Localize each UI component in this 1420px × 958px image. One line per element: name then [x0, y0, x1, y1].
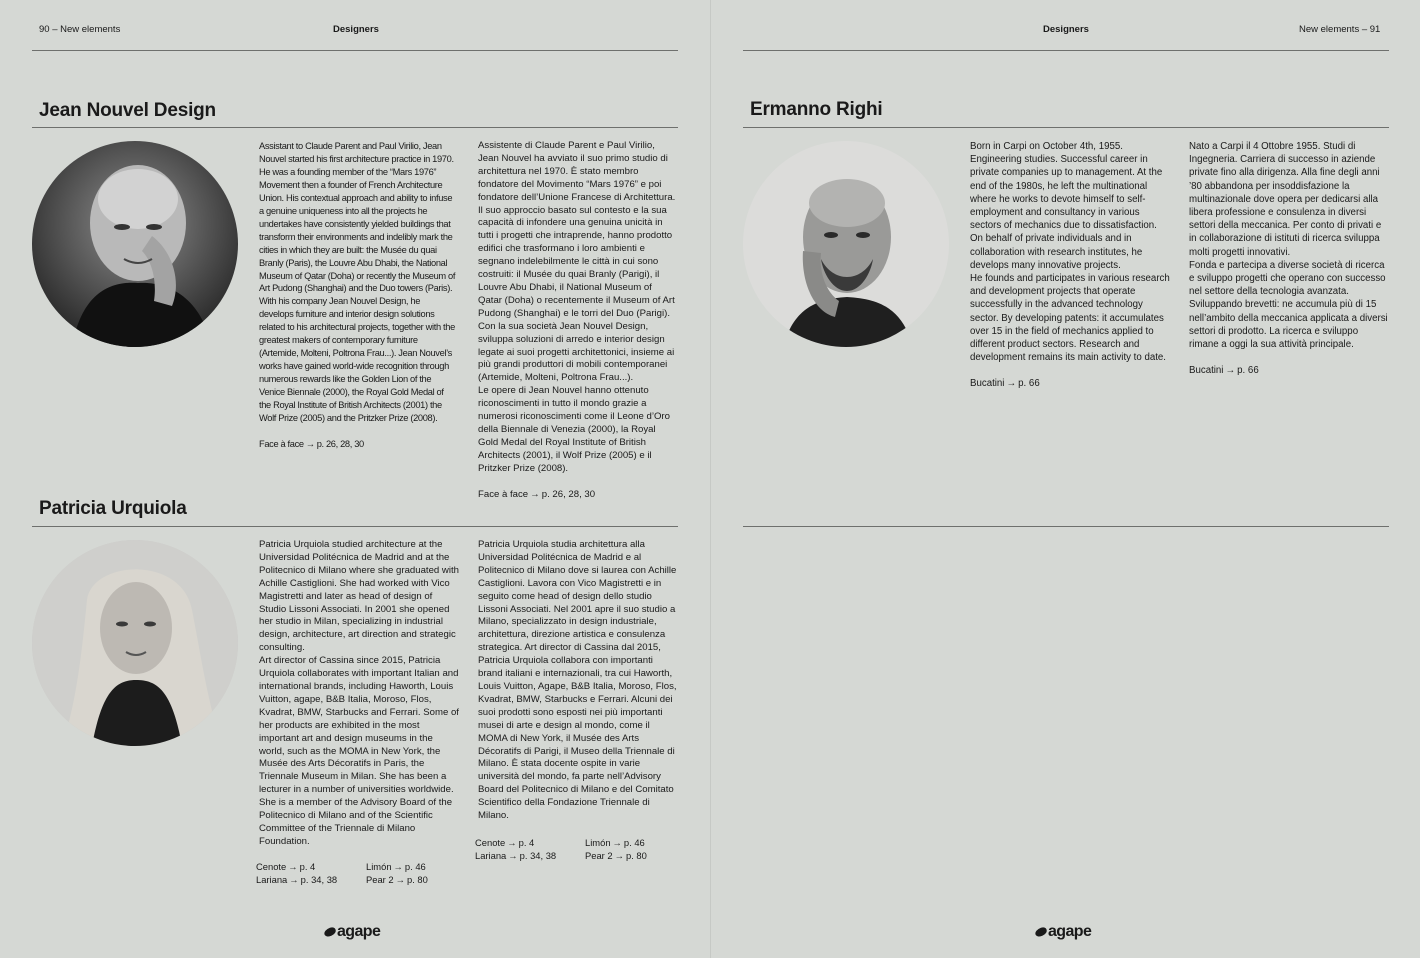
agape-logo	[1035, 922, 1115, 942]
right-page	[710, 0, 1420, 958]
ref-label: Face à face	[478, 488, 529, 500]
arrow-right-icon: →	[508, 850, 518, 861]
section-rule-right	[743, 526, 1389, 527]
arrow-right-icon: →	[614, 850, 624, 861]
bio-en-ermanno-righi	[970, 140, 1170, 391]
ref-pages: p. 34, 38	[519, 850, 557, 861]
bio-en-patricia-urquiola	[259, 539, 459, 849]
bio-it-text-2: Le opere di Jean Nouvel hanno ottenuto riconoscimenti in tutto il mondo grazie a numerosi riconoscimenti come il Leone d’Oro della Biennale di Venezia (2000), la Royal Gold Medal del Royal Institute of British Architects (2001), il Wolf Prize (2005) e il Pritzker Prize (2008).	[478, 385, 670, 474]
agape-leaf-icon	[1034, 926, 1048, 938]
portrait-jean-nouvel-icon	[32, 141, 238, 347]
designer-rule-jean-nouvel	[32, 127, 678, 128]
refs-en-patricia-urquiola	[256, 860, 456, 890]
arrow-right-icon: →	[507, 837, 517, 848]
ref-label: Lariana	[475, 850, 507, 861]
arrow-right-icon: →	[305, 438, 315, 449]
bio-it-text-1: Nato a Carpi il 4 Ottobre 1955. Studi di Ingegneria. Carriera di successo in aziende private fino alla dirigenza. Alla fine degli anni ’80 abbandona per insoddisfazione la multinazionale dove opera per dedicarsi alla libera professione e consulenza in diversi settori della meccanica. Per conto di privati e in collaborazione di istituti di ricerca sviluppa molti progetti innovativi.	[1189, 141, 1382, 258]
agape-leaf-icon	[323, 926, 337, 938]
ref-pages: p. 26, 28, 30	[316, 438, 364, 449]
page-number-left: 90 – New elements	[39, 24, 121, 35]
arrow-right-icon: →	[530, 488, 540, 500]
bio-it-patricia-urquiola	[478, 539, 678, 823]
designer-name-jean-nouvel: Jean Nouvel Design	[39, 100, 216, 121]
ref-pages: p. 4	[518, 837, 535, 848]
ref-it-bucatini[interactable]	[1189, 364, 1389, 377]
designer-name-ermanno-righi: Ermanno Righi	[750, 99, 883, 120]
bio-it-ermanno-righi	[1189, 140, 1389, 377]
bio-en-text-1: Born in Carpi on October 4th, 1955. Engineering studies. Successful career in private companies up to management. At the end of the 1980s, he left the multinational where he works to devote himself to self-employment and consultancy in various sectors of mechanics due to dissatisfaction. On behalf of private individuals and in collaboration with research institutes, he develops many innovative projects.	[970, 141, 1163, 271]
ref-pages: p. 34, 38	[300, 874, 338, 885]
ref-lariana-en[interactable]	[256, 873, 337, 886]
ref-pages: p. 66	[1018, 378, 1040, 390]
ref-label: Bucatini	[970, 378, 1005, 390]
agape-logo	[324, 922, 404, 942]
ref-lariana-it[interactable]	[475, 849, 556, 862]
bio-en-text: Assistant to Claude Parent and Paul Virilio, Jean Nouvel started his first architecture practice in 1970. He was a founding member of the “Mars 1976” Movement then a founder of French Architecture Union. His contextual approach and ability to infuse a genuine uniqueness into all the projects he undertakes have consistently yielded buildings that transform their environments and indelibly mark the cities in which they are built: the Musée du quai Branly (Paris), the Louvre Abu Dhabi, the National Museum of Qatar (Doha) or recently the Museum of Art Pudong (Shanghai) and the Duo towers (Paris). With his company Jean Nouvel Design, he develops furniture and interior design solutions related to his architectural projects, together with the greatest makers of contemporary furniture (Artemide, Molteni, Poltrona Frau...). Jean Nouvel’s works have gained world-wide recognition through numerous rewards like the Golden Lion of the Venice Biennale (2000), the Royal Gold Medal of the Royal Institute of British Architects (2001) the Wolf Prize (2005) and the Pritzker Prize (2008).	[259, 141, 456, 424]
ref-limon-en[interactable]	[366, 860, 426, 873]
arrow-right-icon: →	[395, 874, 405, 885]
bio-en-text-2: Art director of Cassina since 2015, Patricia Urquiola collaborates with important Italian and international brands, including Haworth, Louis Vuitton, agape, B&B Italia, Moroso, Flos, Kvadrat, BMW, Starbucks and Ferrari. Some of her products are exhibited in the most important art and design museums in the world, such as the MOMA in New York, the Musée des Arts Décoratifs in Paris, the Triennale Museum in Milan. She has been a lecturer in a number of universities worldwide. She is a member of the Advisory Board of the Politecnico di Milano and of the Scientific Committee of the Triennale di Milano Foundation.	[259, 655, 459, 847]
arrow-right-icon: →	[288, 861, 298, 872]
ref-limon-it[interactable]	[585, 836, 645, 849]
arrow-right-icon: →	[393, 861, 403, 872]
ref-label: Pear 2	[366, 874, 394, 885]
ref-en-face-a-face[interactable]	[259, 438, 456, 451]
arrow-right-icon: →	[289, 874, 299, 885]
ref-label: Cenote	[475, 837, 506, 848]
ref-label: Lariana	[256, 874, 288, 885]
ref-label: Face à face	[259, 438, 304, 449]
ref-pages: p. 80	[626, 850, 647, 861]
ref-pear2-en[interactable]	[366, 873, 428, 886]
portrait-patricia-urquiola-icon	[32, 540, 238, 746]
ref-pear2-it[interactable]	[585, 849, 647, 862]
ref-cenote-en[interactable]	[256, 860, 315, 873]
section-title-right: Designers	[1043, 24, 1089, 35]
arrow-right-icon: →	[1225, 365, 1236, 377]
bio-it-jean-nouvel	[478, 140, 678, 501]
ref-cenote-it[interactable]	[475, 836, 534, 849]
bio-it-text: Patricia Urquiola studia architettura alla Universidad Politécnica de Madrid e al Politecnico di Milano dove si laurea con Achille Castiglioni. Lavora con Vico Magistretti e in seguito come head of design dello studio Lissoni Associati. Nel 2001 apre il suo studio a Milano, specializzato in design industriale, architettura, direzione artistica e consulenza strategica. Art director di Cassina dal 2015, Patricia Urquiola collabora con importanti brand italiani e internazionali, tra cui Haworth, Louis Vuitton, Agape, B&B Italia, Moroso, Flos, Kvadrat, BMW, Starbucks e Ferrari. Alcuni dei suoi prodotti sono esposti nei più importanti musei di arte e design al mondo, come il MOMA di New York, il Musée des Arts Décoratifs di Parigi, il Museo della Triennale di Milano. È stata docente ospite in varie università del mondo, fa parte nell’Advisory Board del Politecnico di Milano e del Comitato Scientifico della Fondazione Triennale di Milano.	[478, 539, 677, 822]
bio-it-text-2: Fonda e partecipa a diverse società di ricerca e sviluppo progetti che operano con successo nel settore della tecnologia avanzata. Sviluppando brevetti: ne accumula più di 15 nell’ambito della meccanica applicata a diversi settori di prodotto. La ricerca e sviluppo rimane a oggi la sua attività principale.	[1189, 259, 1388, 351]
portrait-ermanno-righi-icon	[743, 141, 949, 347]
ref-pages: p. 46	[404, 861, 426, 872]
designer-name-patricia-urquiola: Patricia Urquiola	[39, 498, 187, 519]
ref-label: Pear 2	[585, 850, 613, 861]
arrow-right-icon: →	[612, 837, 622, 848]
ref-label: Limón	[366, 861, 392, 872]
designer-rule-ermanno-righi	[743, 127, 1389, 128]
ref-pages: p. 66	[1237, 365, 1259, 377]
bio-en-text-2: He founds and participates in various research and development projects that operate successfully in the advanced technology sector. By developing patents: it accumulates over 15 in the field of mechanics applied to different product sectors. Research and development remains its main activity to date.	[970, 273, 1170, 364]
ref-pages: p. 26, 28, 30	[541, 488, 596, 500]
bio-en-jean-nouvel	[259, 140, 456, 451]
ref-label: Limón	[585, 837, 611, 848]
ref-pages: p. 46	[623, 837, 645, 848]
page-number-right: New elements – 91	[1299, 24, 1381, 35]
section-title-left: Designers	[333, 24, 379, 35]
logo-text: agape	[337, 923, 381, 940]
refs-it-patricia-urquiola	[475, 836, 675, 866]
logo-text: agape	[1048, 923, 1092, 940]
designer-rule-patricia-urquiola	[32, 526, 678, 527]
ref-it-face-a-face[interactable]	[478, 489, 678, 502]
bio-it-text-1: Assistente di Claude Parent e Paul Virilio, Jean Nouvel ha avviato il suo primo studio di architettura nel 1970. È stato membro fondatore del Movimento “Mars 1976” e poi fondatore dell’Unione Francese di Architettura. Il suo approccio basato sul contesto e la sua capacità di infondere una genuina unicità in tutti i progetti che intraprende, hanno prodotto edifici che trasformano i loro ambienti e segnano indelebilmente le città in cui sono costruiti: il Musée du quai Branly (Parigi), il Louvre Abu Dhabi, il National Museum of Qatar (Doha) o recentemente il Museum of Art Pudong (Shanghai) e le torri del Duo (Parigi). Con la sua società Jean Nouvel Design, sviluppa soluzioni di arredo e interior design legate ai suoi progetti architettonici, insieme ai più grandi produttori di mobili contemporanei (Artemide, Molteni, Poltrona Frau...).	[478, 140, 676, 384]
ref-label: Bucatini	[1189, 365, 1224, 377]
bio-en-text-1: Patricia Urquiola studied architecture at the Universidad Politécnica de Madrid and at the Politecnico di Milano where she graduated with Achille Castiglioni. She had worked with Vico Magistretti and later as head of design of Studio Lissoni Associati. In 2001 she opened her studio in Milan, specializing in industrial design, architecture, art direction and strategic consulting.	[259, 539, 459, 654]
ref-label: Cenote	[256, 861, 287, 872]
ref-pages: p. 80	[407, 874, 428, 885]
ref-pages: p. 4	[299, 861, 316, 872]
arrow-right-icon: →	[1006, 378, 1017, 390]
header-rule-left	[32, 50, 678, 51]
header-rule-right	[743, 50, 1389, 51]
ref-en-bucatini[interactable]	[970, 377, 1170, 390]
